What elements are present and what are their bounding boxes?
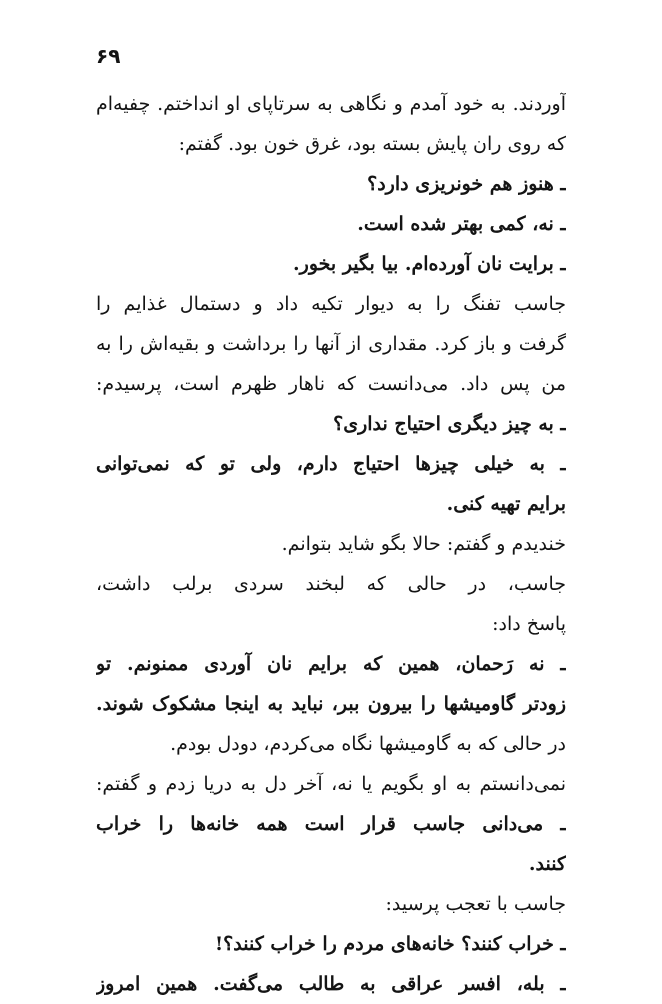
text-line: در حالی که به گاومیشها نگاه می‌کردم، دودل بودم. [170, 733, 566, 755]
text-line: خندیدم و گفتم: حالا بگو شاید بتوانم. [281, 533, 566, 555]
text-line: گرفت و باز کرد. مقداری از آنها را برداشت و بقیه‌اش را به [96, 333, 566, 355]
text-line: ـ خراب کنند؟ خانه‌های مردم را خراب کنند؟! [214, 933, 566, 955]
text-line: پاسخ داد: [492, 613, 566, 635]
text-line: زودتر گاومیشها را بیرون ببر، نباید به اینجا مشکوک شوند. [96, 693, 566, 715]
text-line: من پس داد. می‌دانست که ناهار ظهرم است، پرسیدم: [96, 373, 566, 395]
text-line: برایم تهیه کنی. [446, 493, 566, 515]
text-line: که روی ران پایش بسته بود، غرق خون بود. گفتم: [178, 133, 566, 155]
text-line: جاسب تفنگ را به دیوار تکیه داد و دستمال غذایم را [96, 293, 566, 315]
text-line: جاسب، در حالی که لبخند سردی برلب داشت، [96, 573, 566, 595]
text-line: ـ به خیلی چیزها احتیاج دارم، ولی تو که نمی‌توانی [96, 453, 566, 475]
text-line: ـ نه، کمی بهتر شده است. [357, 213, 566, 235]
text-line: ـ برایت نان آورده‌ام. بیا بگیر بخور. [293, 253, 566, 275]
text-line: ـ هنوز هم خونریزی دارد؟ [367, 173, 566, 195]
text-line: ـ نه رَحمان، همین که برایم نان آوردی ممنونم. تو [96, 653, 566, 675]
text-line: نمی‌دانستم به او بگویم یا نه، آخر دل به دریا زدم و گفتم: [96, 773, 566, 795]
text-line: ـ بله، افسر عراقی به طالب می‌گفت. همین امروز [96, 973, 566, 995]
text-line: ـ به چیز دیگری احتیاج نداری؟ [333, 413, 566, 435]
text-line: جاسب با تعجب پرسید: [385, 893, 566, 915]
text-line: ـ می‌دانی جاسب قرار است همه خانه‌ها را خراب [96, 813, 566, 835]
text-line: کنند. [528, 853, 566, 875]
page-number: ۶۹ [96, 44, 121, 68]
text-line: آوردند. به خود آمدم و نگاهی به سرتاپای او انداختم. چفیه‌ام [96, 93, 566, 115]
